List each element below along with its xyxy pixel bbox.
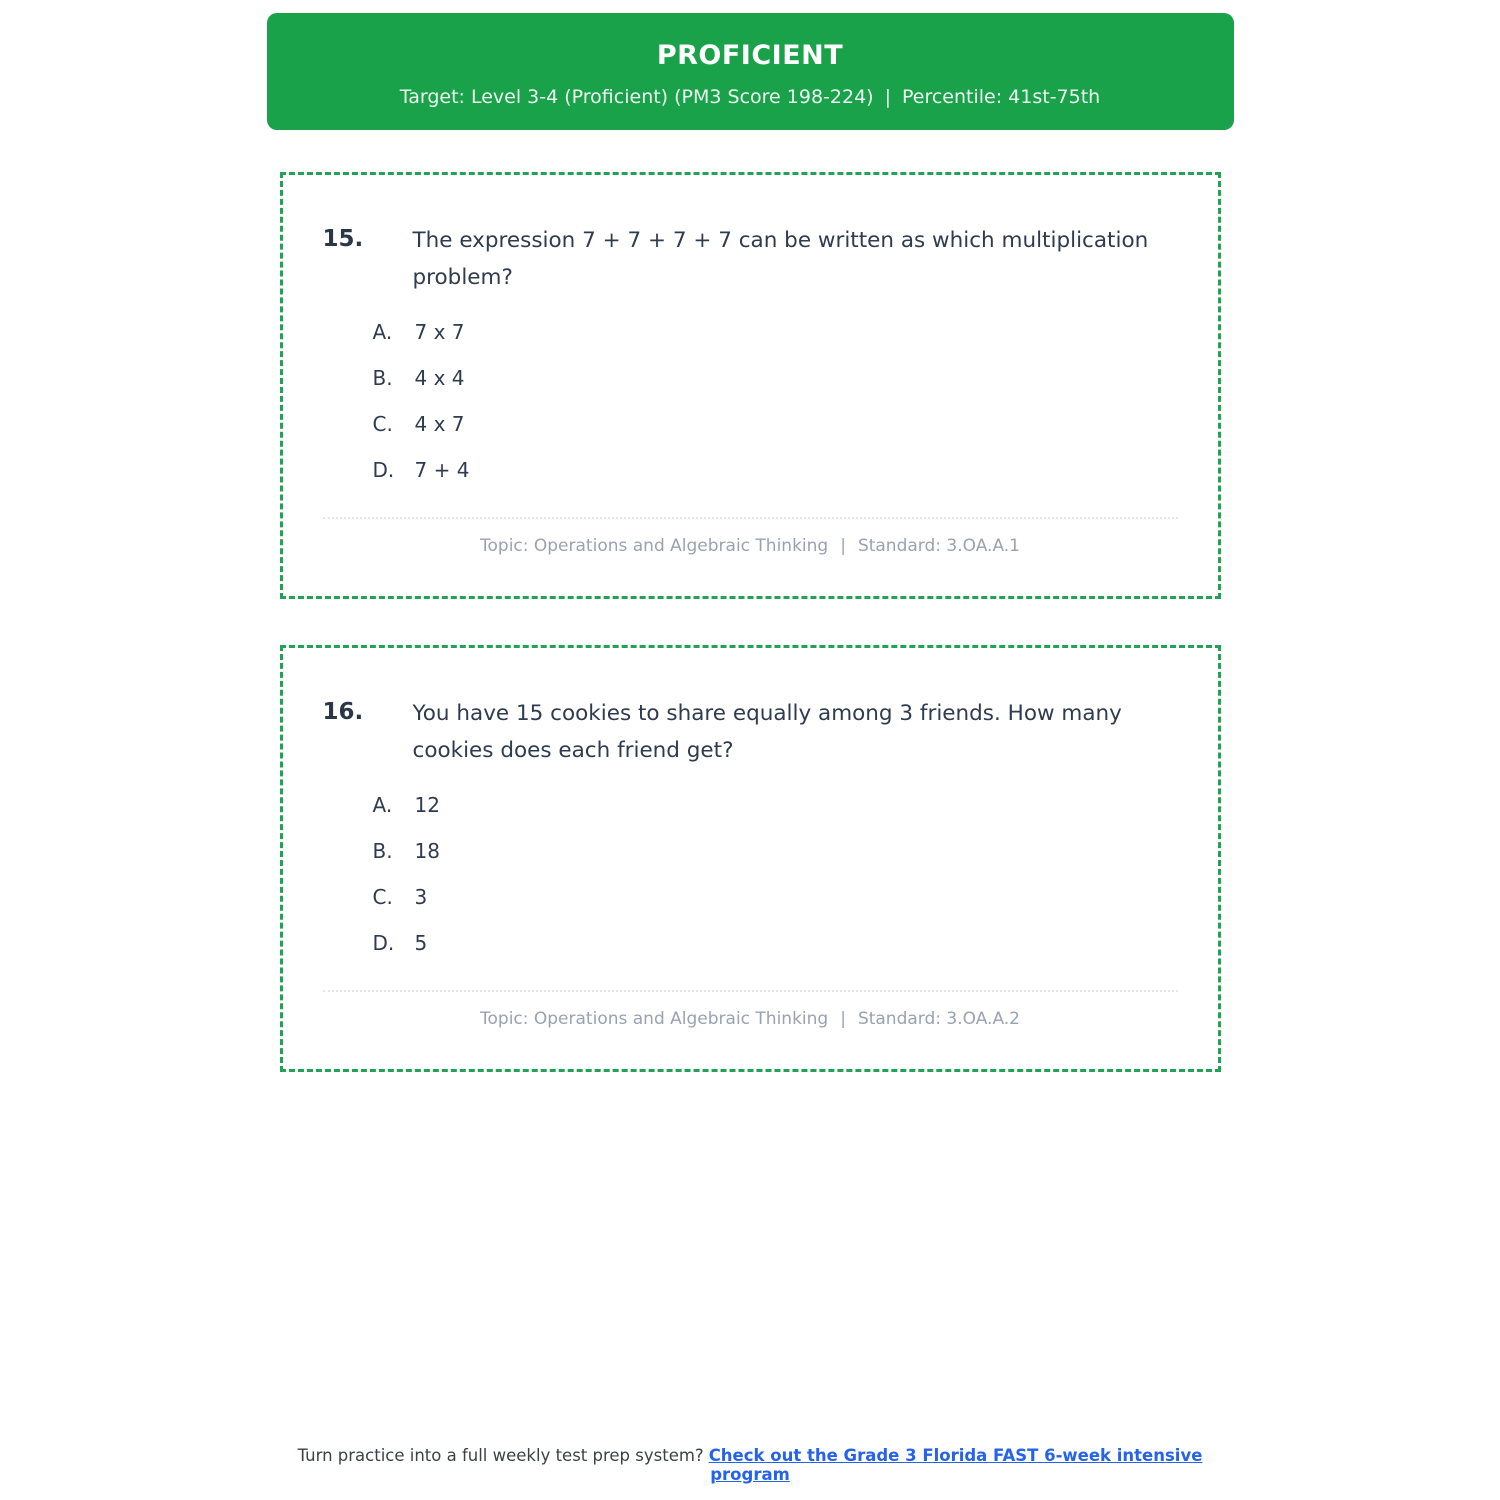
- question-row: [323, 695, 1178, 769]
- topic-label: Topic: Operations and Algebraic Thinking: [480, 1009, 829, 1029]
- option-b: [373, 837, 1178, 865]
- proficiency-banner: [267, 13, 1234, 130]
- topic-label: Topic: Operations and Algebraic Thinking: [480, 536, 829, 556]
- option-letter: B.: [372, 839, 393, 863]
- dotted-separator: [323, 517, 1178, 519]
- option-d: [373, 456, 1178, 484]
- option-text: 7 + 4: [414, 458, 470, 482]
- banner-divider: |: [884, 86, 891, 108]
- option-text: 4 x 7: [414, 412, 465, 436]
- options-list: [373, 318, 1178, 484]
- option-letter: B.: [372, 366, 393, 390]
- banner-target-text: Target: Level 3-4 (Proficient) (PM3 Score 198-224): [399, 86, 874, 108]
- option-d: [373, 929, 1178, 957]
- footer-program-link[interactable]: Check out the Grade 3 Florida FAST 6-week intensive program: [708, 1446, 1203, 1484]
- topic-divider: |: [840, 536, 846, 556]
- option-b: [373, 364, 1178, 392]
- option-a: [373, 791, 1178, 819]
- option-c: [373, 410, 1178, 438]
- question-number: 15.: [322, 226, 364, 252]
- footer-prompt: Turn practice into a full weekly test prep system?: [297, 1446, 704, 1465]
- option-letter: D.: [372, 458, 395, 482]
- question-card-15: [280, 172, 1221, 599]
- topic-standard-line: [323, 536, 1178, 556]
- question-row: [323, 222, 1178, 296]
- banner-percentile-text: Percentile: 41st-75th: [901, 86, 1101, 108]
- question-number: 16.: [322, 699, 364, 725]
- topic-divider: |: [840, 1009, 846, 1029]
- standard-label: Standard: 3.OA.A.2: [857, 1009, 1020, 1029]
- option-text: 7 x 7: [414, 320, 465, 344]
- option-letter: C.: [372, 885, 393, 909]
- question-text: You have 15 cookies to share equally among 3 friends. How many cookies does each friend get?: [412, 701, 1122, 763]
- option-text: 12: [414, 793, 440, 817]
- question-card-16: [280, 645, 1221, 1072]
- option-text: 3: [414, 885, 428, 909]
- option-text: 4 x 4: [414, 366, 465, 390]
- option-text: 18: [414, 839, 440, 863]
- standard-label: Standard: 3.OA.A.1: [857, 536, 1020, 556]
- topic-standard-line: [323, 1009, 1178, 1029]
- option-letter: A.: [372, 793, 393, 817]
- worksheet-page: [267, 0, 1234, 1500]
- dotted-separator: [323, 990, 1178, 992]
- banner-subtitle: [267, 86, 1234, 108]
- option-text: 5: [414, 931, 428, 955]
- option-a: [373, 318, 1178, 346]
- option-letter: A.: [372, 320, 393, 344]
- banner-title: PROFICIENT: [656, 40, 844, 71]
- footer-cta: [267, 1446, 1234, 1484]
- option-letter: C.: [372, 412, 393, 436]
- options-list: [373, 791, 1178, 957]
- option-c: [373, 883, 1178, 911]
- question-text: The expression 7 + 7 + 7 + 7 can be written as which multiplication problem?: [412, 228, 1149, 290]
- option-letter: D.: [372, 931, 395, 955]
